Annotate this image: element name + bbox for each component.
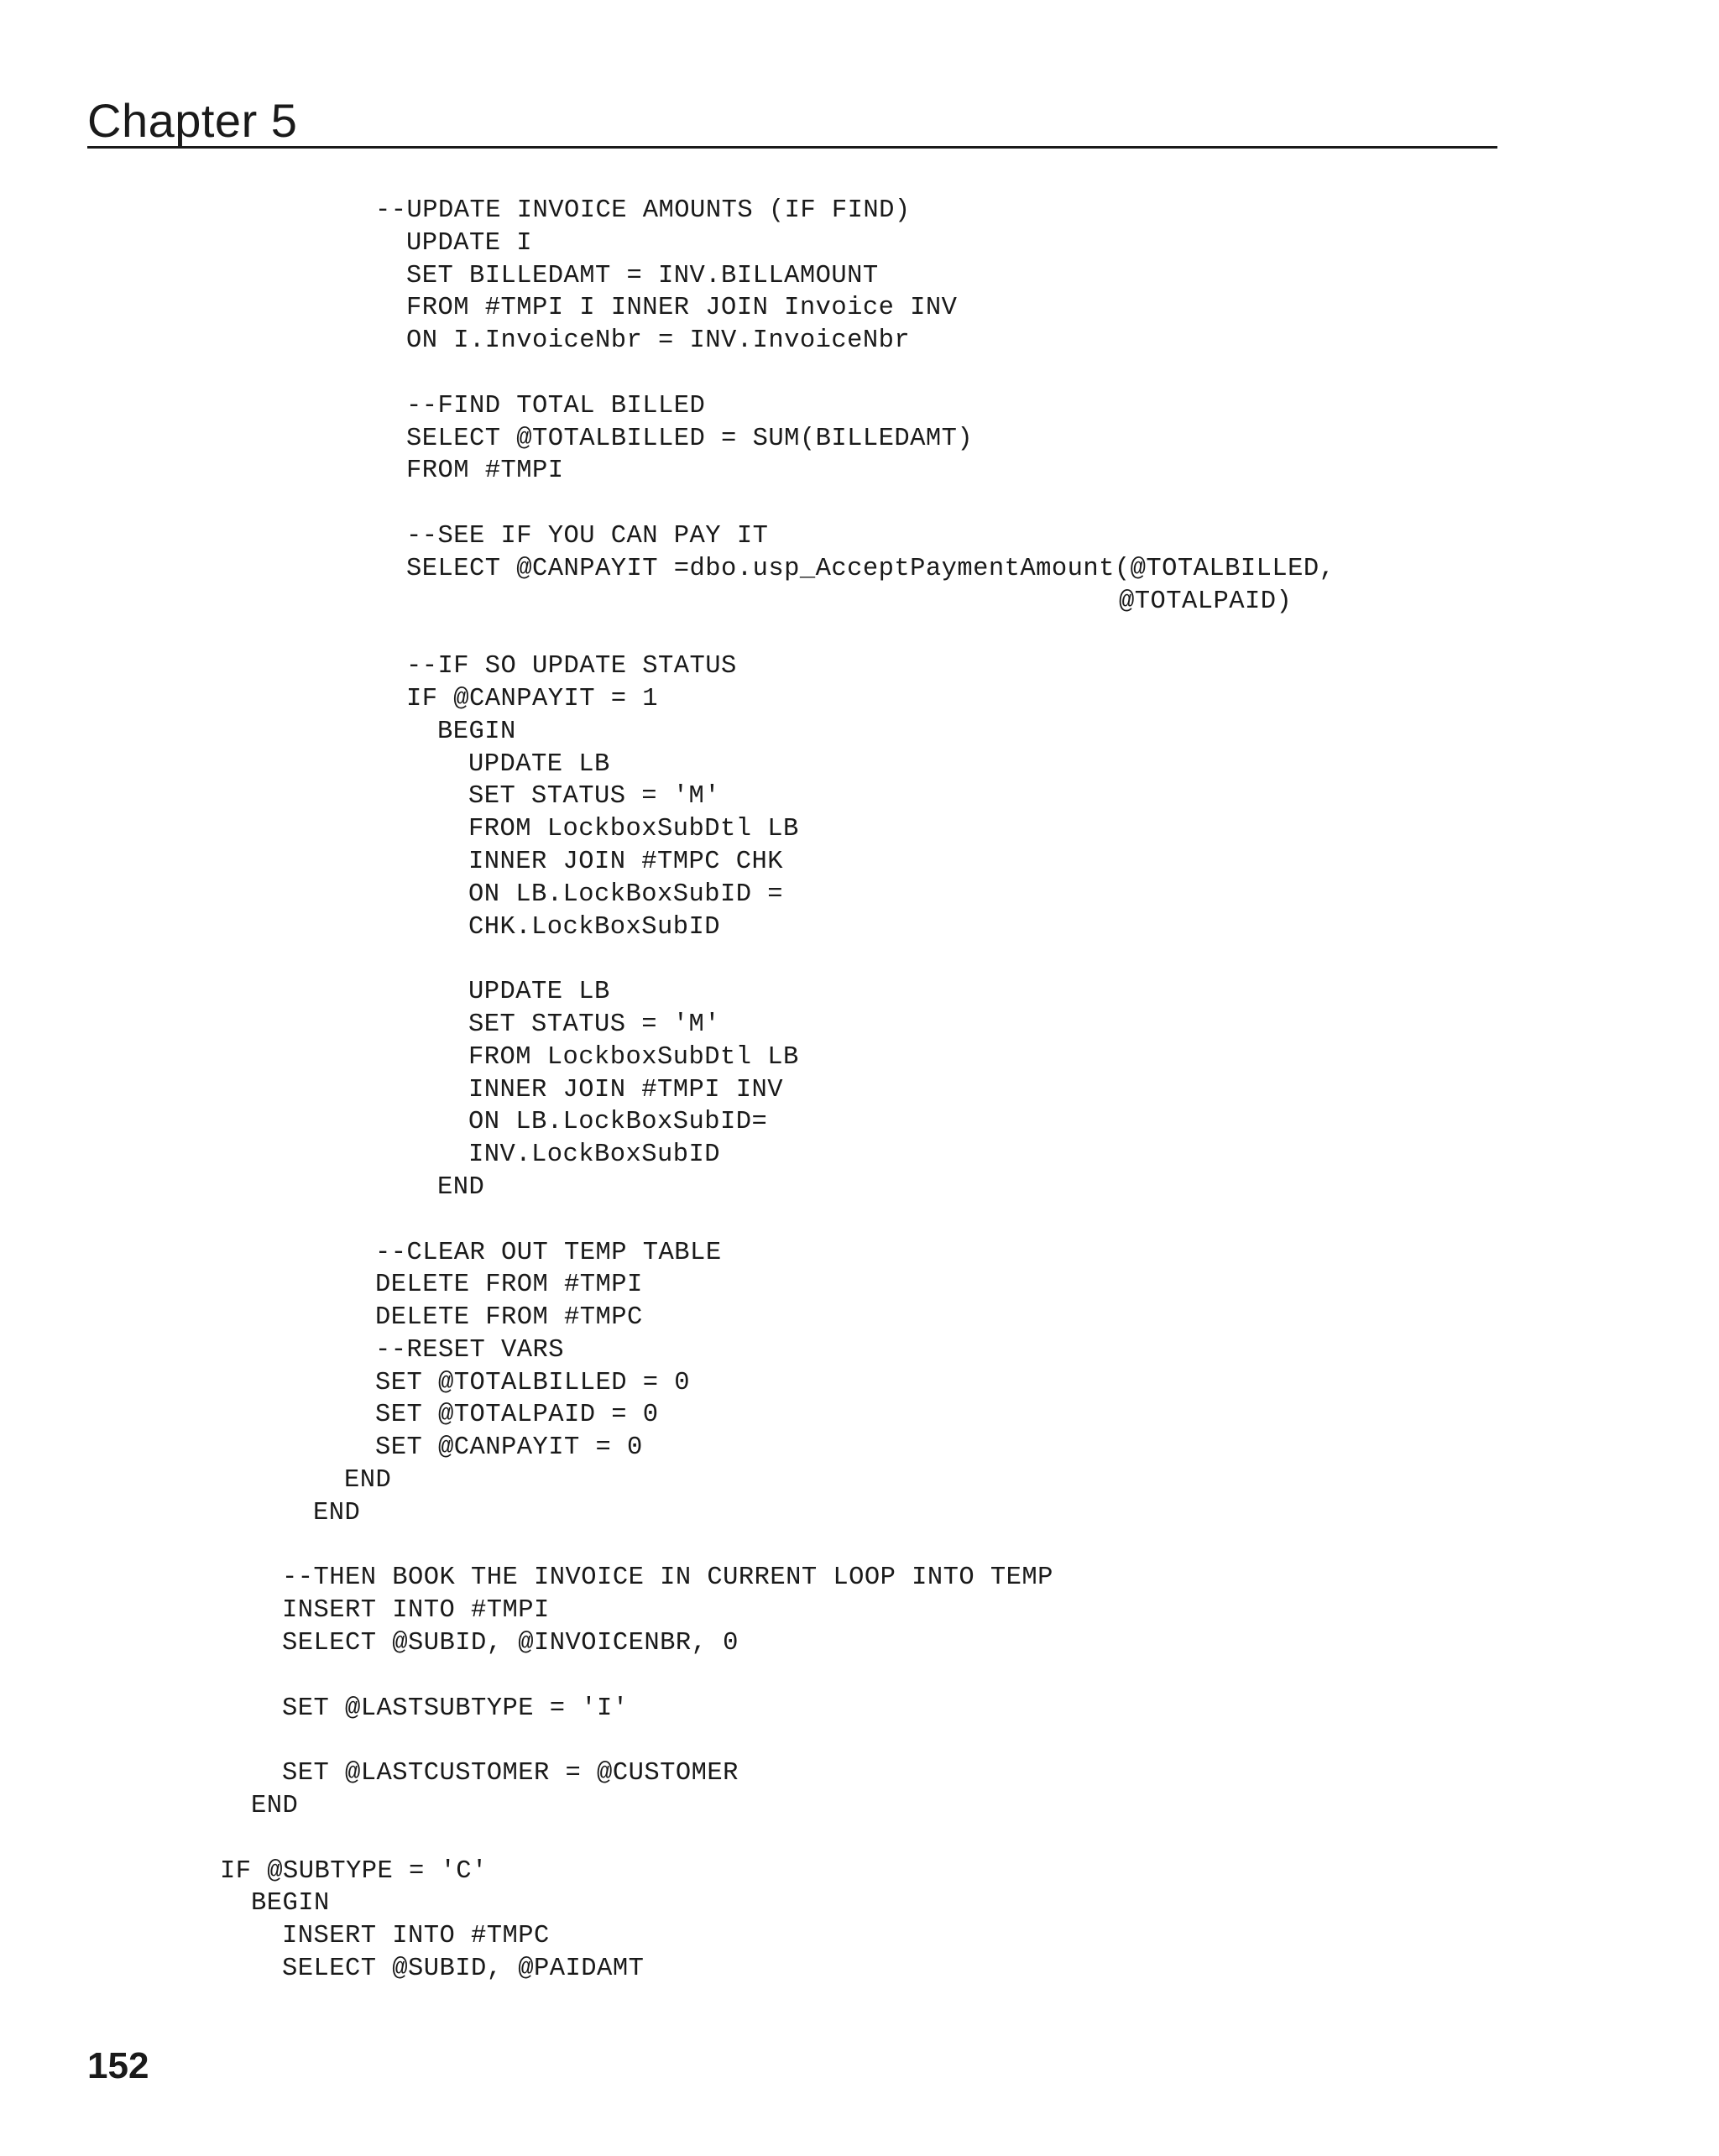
- code-line: @TOTALPAID): [1119, 587, 1293, 616]
- code-line: UPDATE LB: [468, 978, 610, 1007]
- code-line: FROM #TMPI: [406, 457, 564, 486]
- code-line: INSERT INTO #TMPC: [282, 1922, 550, 1951]
- code-line: UPDATE LB: [468, 749, 610, 779]
- code-line: SELECT @CANPAYIT =dbo.usp_AcceptPaymentAmount(@TOTALBILLED,: [406, 554, 1335, 583]
- code-line: INNER JOIN #TMPC CHK: [468, 847, 784, 876]
- code-blank-line: [468, 943, 1397, 976]
- code-blank-line: [375, 1204, 1304, 1237]
- code-line: SET @TOTALPAID = 0: [375, 1401, 659, 1430]
- code-line: SET @TOTALBILLED = 0: [375, 1368, 691, 1397]
- code-blank-line: [406, 488, 1335, 520]
- code-line: END: [437, 1172, 485, 1202]
- code-line: END: [313, 1498, 361, 1527]
- code-line: END: [251, 1792, 299, 1821]
- code-line: SELECT @SUBID, @PAIDAMT: [282, 1955, 645, 1984]
- code-line: UPDATE I: [406, 228, 533, 258]
- code-blank-line: [282, 1725, 1210, 1757]
- code-line: SET @LASTSUBTYPE = 'I': [282, 1694, 629, 1723]
- code-line: INV.LockBoxSubID: [468, 1141, 721, 1170]
- code-line: --THEN BOOK THE INVOICE IN CURRENT LOOP INTO TEMP: [282, 1563, 1053, 1593]
- code-line: FROM LockboxSubDtl LB: [468, 1042, 799, 1072]
- code-blank-line: [282, 1530, 1210, 1563]
- code-line: INSERT INTO #TMPI: [282, 1596, 550, 1626]
- code-line: ON LB.LockBoxSubID =: [468, 880, 784, 909]
- code-line: BEGIN: [437, 717, 516, 746]
- page-number: 152: [87, 2045, 149, 2086]
- code-line: DELETE FROM #TMPC: [375, 1303, 643, 1333]
- code-line: IF @SUBTYPE = 'C': [220, 1856, 488, 1886]
- code-line: --RESET VARS: [375, 1335, 565, 1365]
- code-line: ON I.InvoiceNbr = INV.InvoiceNbr: [406, 326, 911, 356]
- code-line: ON LB.LockBoxSubID=: [468, 1108, 768, 1137]
- code-line: CHK.LockBoxSubID: [468, 912, 721, 942]
- code-line: SELECT @TOTALBILLED = SUM(BILLEDAMT): [406, 424, 974, 453]
- code-line: INNER JOIN #TMPI INV: [468, 1075, 784, 1104]
- code-line: SET @LASTCUSTOMER = @CUSTOMER: [282, 1759, 739, 1788]
- code-line: FROM #TMPI I INNER JOIN Invoice INV: [406, 294, 958, 323]
- code-line: SET STATUS = 'M': [468, 1010, 721, 1039]
- chapter-header: [87, 84, 1497, 149]
- code-line: SELECT @SUBID, @INVOICENBR, 0: [282, 1629, 739, 1658]
- code-line: END: [344, 1466, 392, 1496]
- code-blank-line: [406, 618, 1335, 650]
- code-blank-line: [220, 1823, 1148, 1856]
- code-line: --CLEAR OUT TEMP TABLE: [375, 1238, 722, 1267]
- code-line: --IF SO UPDATE STATUS: [406, 652, 737, 681]
- code-line: SET BILLEDAMT = INV.BILLAMOUNT: [406, 261, 879, 290]
- code-listing: [0, 195, 1335, 1986]
- code-line: --UPDATE INVOICE AMOUNTS (IF FIND): [375, 196, 911, 225]
- code-line: SET STATUS = 'M': [468, 782, 721, 812]
- chapter-title: Chapter 5: [87, 94, 298, 147]
- code-line: FROM LockboxSubDtl LB: [468, 815, 799, 844]
- code-line: --SEE IF YOU CAN PAY IT: [406, 521, 769, 551]
- code-line: SET @CANPAYIT = 0: [375, 1433, 643, 1463]
- code-blank-line: [282, 1660, 1210, 1693]
- code-line: --FIND TOTAL BILLED: [406, 391, 706, 420]
- code-line: BEGIN: [251, 1889, 330, 1918]
- code-line: IF @CANPAYIT = 1: [406, 684, 659, 713]
- code-line: DELETE FROM #TMPI: [375, 1271, 643, 1300]
- code-blank-line: [406, 358, 1335, 390]
